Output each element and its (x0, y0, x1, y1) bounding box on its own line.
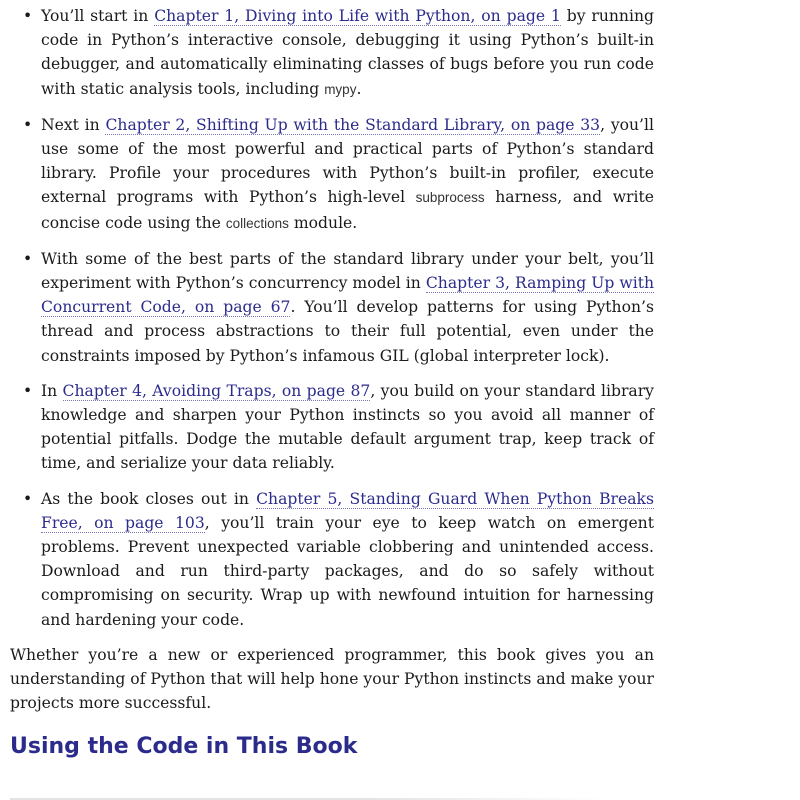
bullet-text-pre: In (41, 381, 63, 400)
inline-code-mypy: mypy (324, 81, 357, 97)
bullet-text-post: . You’ll develop patterns for using Python’s thread and process abstractions to their full potential, even under the constraints imposed by Python’s infamous GIL (global interpreter lock). (41, 298, 654, 365)
chapter-overview-list (10, 4, 654, 632)
chapter-1-link[interactable]: Chapter 1, Diving into Life with Python, on page 1 (154, 7, 561, 25)
list-item (10, 487, 654, 632)
closing-paragraph: Whether you’re a new or experienced programmer, this book gives you an understanding of Python that will help hone your Python instincts and make your projects more successful. (10, 645, 655, 713)
bullet-text-mid: by running code in Python’s interactive console, debugging it using Python’s built-in debugger, and automatically eliminating classes of bugs before you run code with static analysis tools, including (41, 7, 654, 98)
bullet-text-post: , you’ll train your eye to keep watch on emergent problems. Prevent unexpected variable clobbering and unintended access. Download and run third-party packages, and do so safely without compromising on security. Wrap up with newfound intuition for harnessing and hardening your code. (41, 513, 654, 629)
chapter-3-link[interactable]: Chapter 3, Ramping Up with Concurrent Code, on page 67 (41, 274, 655, 317)
bullet-text-pre: Next in (41, 115, 106, 134)
bullet-text-pre: You’ll start in (41, 7, 155, 25)
list-item (10, 247, 654, 368)
inline-code-subprocess: subprocess (415, 190, 485, 206)
chapter-2-link[interactable]: Chapter 2, Shifting Up with the Standard Library, on page 33 (105, 115, 601, 134)
bullet-text-pre: With some of the best parts of the standard library under your belt, you’ll experiment with Python’s concurrency model in (41, 249, 654, 293)
bullet-text-mid: , you’ll use some of the most powerful and practical parts of Python’s standard library. Profile your procedures with Python’s built-in profiler, execute external programs with Python’s high-level (41, 115, 654, 207)
truncated-next-line (10, 794, 610, 800)
chapter-4-link[interactable]: Chapter 4, Avoiding Traps, on page 87 (62, 381, 371, 400)
list-item (10, 4, 654, 102)
book-page (10, 4, 654, 761)
section-heading: Using the Code in This Book (10, 734, 358, 760)
bullet-text-post: , you build on your standard library knowledge and sharpen your Python instincts so you avoid all manner of potential pitfalls. Dodge the mutable default argument trap, keep track of time, and serialize your data reliably. (41, 381, 654, 473)
inline-code-collections: collections (225, 215, 289, 231)
list-item (10, 113, 654, 236)
bullet-text-post: module. (288, 213, 358, 232)
bullet-text-mid2: harness, and write concise code using the (41, 188, 654, 232)
bullet-text-post: . (356, 79, 362, 98)
chapter-5-link[interactable]: Chapter 5, Standing Guard When Python Breaks Free, on page 103 (41, 489, 654, 532)
list-item (10, 379, 654, 476)
bullet-text-pre: As the book closes out in (41, 489, 257, 508)
